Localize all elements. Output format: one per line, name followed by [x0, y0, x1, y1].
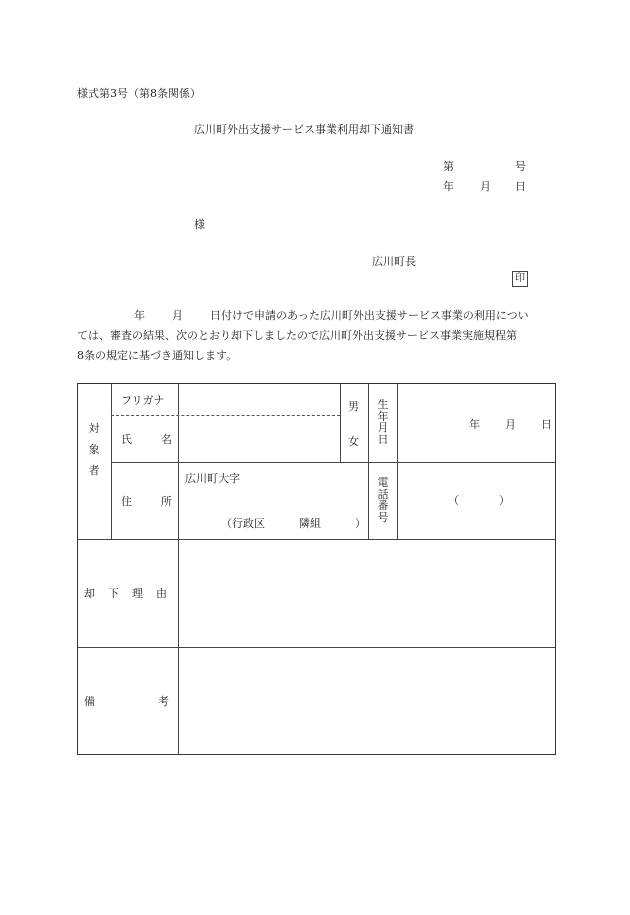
address-label: 住 所 — [121, 495, 172, 508]
name-label: 氏 名 — [121, 433, 172, 446]
recipient-sama: 様 — [194, 218, 205, 231]
phone-field[interactable]: （ ） — [448, 494, 510, 507]
admin-district: （行政区 隣組 ） — [221, 517, 366, 530]
furigana-label: フリガナ — [121, 394, 165, 407]
birth-month: 月 — [505, 418, 516, 431]
table-divider — [78, 539, 555, 540]
birthdate-label: 生 年 月 日 — [377, 398, 389, 446]
table-divider — [178, 384, 179, 755]
sex-female[interactable]: 女 — [348, 435, 359, 448]
name-field[interactable] — [190, 424, 336, 454]
seal-mark: 印 — [512, 271, 528, 287]
table-divider — [111, 462, 555, 463]
address-prefix: 広川町大字 — [185, 472, 240, 485]
reason-label: 却 下 理 由 — [84, 587, 167, 600]
birth-year: 年 — [469, 418, 480, 431]
body-line-3: 8条の規定に基づき通知します。 — [77, 349, 238, 362]
sender-name: 広川町長 — [372, 255, 416, 268]
body-paragraph — [77, 306, 559, 366]
body-line-2: ては、審査の結果、次のとおり却下しましたので広川町外出支援サービス事業実施規程第 — [77, 329, 517, 342]
form-number: 様式第3号（第8条関係） — [77, 87, 201, 100]
ref-month: 月 — [480, 180, 491, 193]
ref-dai: 第 — [443, 160, 454, 173]
phone-label: 電 話 番 号 — [377, 476, 389, 524]
subject-label: 対 象 者 — [88, 422, 100, 477]
body-line-1 — [77, 306, 559, 326]
document-title: 広川町外出支援サービス事業利用却下通知書 — [194, 123, 414, 136]
table-divider — [340, 384, 341, 463]
applicant-table — [77, 383, 556, 755]
birth-day: 日 — [541, 418, 552, 431]
body-line-1-rest: 日付けで申請のあった広川町外出支援サービス事業の利用につい — [210, 309, 529, 322]
ref-year: 年 — [443, 180, 454, 193]
remarks-field[interactable] — [182, 651, 552, 751]
reason-field[interactable] — [182, 543, 552, 643]
body-date-year: 年 — [134, 309, 145, 322]
remarks-label: 備 考 — [84, 695, 169, 708]
ref-day: 日 — [515, 180, 526, 193]
body-date-month: 月 — [172, 309, 183, 322]
sex-male[interactable]: 男 — [348, 400, 359, 413]
furigana-divider — [111, 415, 340, 416]
table-divider — [78, 647, 555, 648]
furigana-field[interactable] — [190, 392, 336, 410]
ref-go: 号 — [515, 160, 526, 173]
